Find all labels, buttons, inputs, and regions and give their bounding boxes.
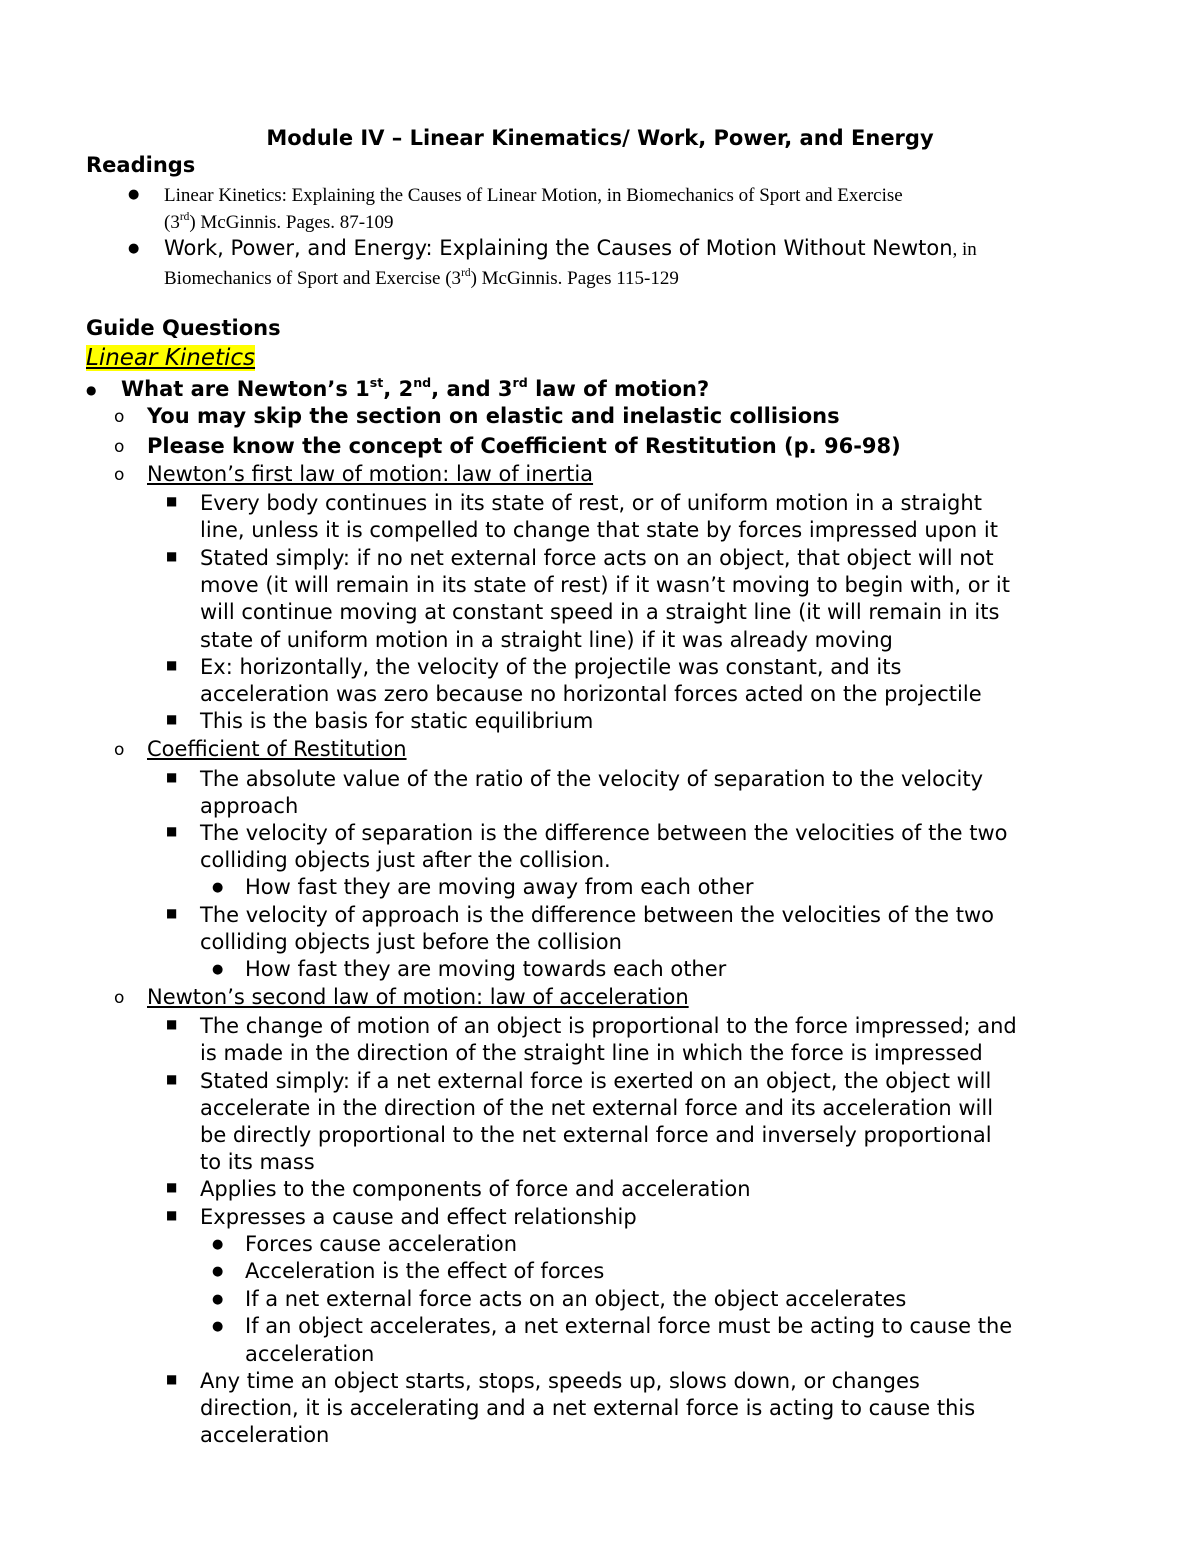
bullet-icon: ● bbox=[212, 1319, 224, 1334]
list-item: acceleration was zero because no horizontal forces acted on the projectile bbox=[200, 682, 982, 706]
list-item: to its mass bbox=[200, 1150, 315, 1174]
square-bullet-icon: ■ bbox=[166, 712, 178, 726]
square-bullet-icon: ■ bbox=[166, 770, 178, 784]
list-item: approach bbox=[200, 794, 299, 818]
list-item: Expresses a cause and effect relationship bbox=[200, 1205, 637, 1229]
list-item: is made in the direction of the straight line in which the force is impressed bbox=[200, 1041, 983, 1065]
list-item: acceleration bbox=[245, 1342, 375, 1366]
list-item: Every body continues in its state of rest, or of uniform motion in a straight bbox=[200, 491, 982, 515]
bullet-icon: ● bbox=[212, 1264, 224, 1279]
list-item: If an object accelerates, a net external force must be acting to cause the bbox=[245, 1314, 1013, 1338]
list-item: This is the basis for static equilibrium bbox=[200, 709, 594, 733]
topic-newton-first-law: Newton’s first law of motion: law of inertia bbox=[147, 462, 594, 486]
list-item: Acceleration is the effect of forces bbox=[245, 1259, 605, 1283]
guide-questions-heading: Guide Questions bbox=[86, 316, 281, 340]
list-item: Applies to the components of force and acceleration bbox=[200, 1177, 751, 1201]
list-item: state of uniform motion in a straight line) if it was already moving bbox=[200, 628, 893, 652]
list-item: The velocity of approach is the difference between the velocities of the two bbox=[200, 903, 994, 927]
section-heading-linear-kinetics: Linear Kinetics bbox=[86, 345, 256, 371]
circle-bullet-icon: o bbox=[114, 407, 125, 427]
reading-2-line-2: Biomechanics of Sport and Exercise (3rd) McGinnis. Pages 115-129 bbox=[164, 267, 679, 289]
list-item: Any time an object starts, stops, speeds up, slows down, or changes bbox=[200, 1369, 920, 1393]
list-item: accelerate in the direction of the net external force and its acceleration will bbox=[200, 1096, 994, 1120]
square-bullet-icon: ■ bbox=[166, 1072, 178, 1086]
square-bullet-icon: ■ bbox=[166, 1208, 178, 1222]
bullet-icon: ● bbox=[212, 880, 224, 895]
list-item: colliding objects just after the collision. bbox=[200, 848, 611, 872]
list-item: How fast they are moving towards each other bbox=[245, 957, 727, 981]
list-item: direction, it is accelerating and a net external force is acting to cause this bbox=[200, 1396, 976, 1420]
list-item: move (it will remain in its state of rest) if it wasn’t moving to begin with, or it bbox=[200, 573, 1010, 597]
list-item: colliding objects just before the collision bbox=[200, 930, 622, 954]
square-bullet-icon: ■ bbox=[166, 1372, 178, 1386]
list-item: line, unless it is compelled to change that state by forces impressed upon it bbox=[200, 518, 998, 542]
topic-coefficient-of-restitution: Coefficient of Restitution bbox=[147, 737, 407, 761]
list-item: be directly proportional to the net external force and inversely proportional bbox=[200, 1123, 992, 1147]
bullet-icon: ● bbox=[212, 1292, 224, 1307]
list-item: will continue moving at constant speed in a straight line (it will remain in its bbox=[200, 600, 1000, 624]
square-bullet-icon: ■ bbox=[166, 824, 178, 838]
square-bullet-icon: ■ bbox=[166, 549, 178, 563]
page-title: Module IV – Linear Kinematics/ Work, Power, and Energy bbox=[266, 126, 934, 150]
topic-newton-second-law: Newton’s second law of motion: law of acceleration bbox=[147, 985, 689, 1009]
list-item: Stated simply: if no net external force acts on an object, that object will not bbox=[200, 546, 994, 570]
readings-heading: Readings bbox=[86, 153, 196, 177]
list-item: Ex: horizontally, the velocity of the projectile was constant, and its bbox=[200, 655, 902, 679]
circle-bullet-icon: o bbox=[114, 465, 125, 485]
square-bullet-icon: ■ bbox=[166, 1017, 178, 1031]
reading-1-line-1: Linear Kinetics: Explaining the Causes of Linear Motion, in Biomechanics of Sport and Exercise bbox=[164, 185, 903, 206]
circle-bullet-icon: o bbox=[114, 437, 125, 457]
bullet-icon: ● bbox=[128, 187, 140, 202]
list-item: acceleration bbox=[200, 1423, 330, 1447]
square-bullet-icon: ■ bbox=[166, 1180, 178, 1194]
reading-2-line-1: Work, Power, and Energy: Explaining the Causes of Motion Without Newton, in bbox=[164, 236, 977, 260]
list-item: Forces cause acceleration bbox=[245, 1232, 518, 1256]
bullet-icon: ● bbox=[86, 383, 97, 397]
note-coefficient-restitution: Please know the concept of Coefficient of Restitution (p. 96-98) bbox=[147, 434, 901, 458]
bullet-icon: ● bbox=[212, 1237, 224, 1252]
reading-1-line-2: (3rd) McGinnis. Pages. 87-109 bbox=[164, 211, 394, 233]
square-bullet-icon: ■ bbox=[166, 494, 178, 508]
bullet-icon: ● bbox=[212, 962, 224, 977]
square-bullet-icon: ■ bbox=[166, 906, 178, 920]
question-laws-of-motion: What are Newton’s 1st, 2nd, and 3rd law of motion? bbox=[121, 375, 710, 401]
bullet-icon: ● bbox=[128, 241, 140, 256]
note-skip-collisions: You may skip the section on elastic and inelastic collisions bbox=[147, 404, 840, 428]
list-item: The absolute value of the ratio of the velocity of separation to the velocity bbox=[200, 767, 984, 791]
list-item: Stated simply: if a net external force is exerted on an object, the object will bbox=[200, 1069, 992, 1093]
circle-bullet-icon: o bbox=[114, 740, 125, 760]
list-item: The change of motion of an object is proportional to the force impressed; and bbox=[200, 1014, 1017, 1038]
list-item: If a net external force acts on an object, the object accelerates bbox=[245, 1287, 907, 1311]
square-bullet-icon: ■ bbox=[166, 658, 178, 672]
circle-bullet-icon: o bbox=[114, 988, 125, 1008]
list-item: How fast they are moving away from each other bbox=[245, 875, 754, 899]
list-item: The velocity of separation is the difference between the velocities of the two bbox=[200, 821, 1008, 845]
